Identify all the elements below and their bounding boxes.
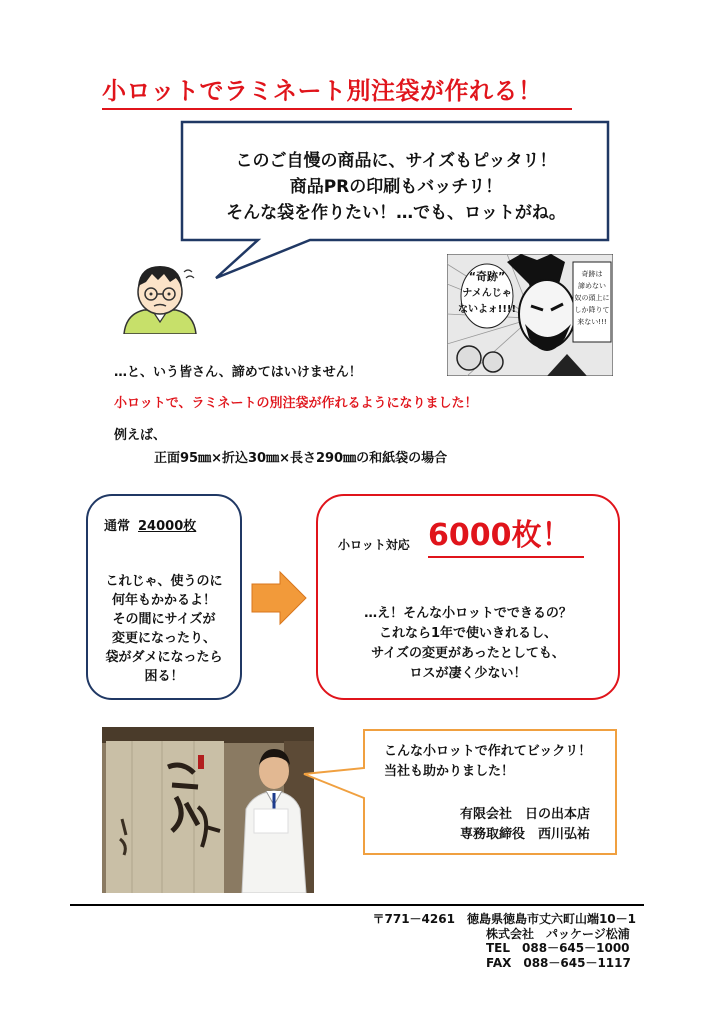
- normal-quantity-text: [90, 572, 238, 686]
- small-lot-label: 小ロット対応: [338, 538, 410, 552]
- manga-panel-image: [447, 254, 613, 376]
- normal-line: 変更になったり、: [111, 631, 216, 646]
- svg-text:奴の頭上に: 奴の頭上に: [574, 294, 610, 302]
- testimonial-line: こんな小ロットで作れてビックリ！: [384, 744, 592, 759]
- worried-person-illustration: [118, 258, 202, 334]
- small-lot-line: ロスが凄く少ない！: [409, 666, 527, 681]
- footer-fax: FAX 088－645－1117: [486, 955, 631, 970]
- testimonial-person: 専務取締役 西川弘祐: [460, 827, 591, 842]
- svg-text:しか降りて: しか降りて: [574, 306, 610, 314]
- testimonial-line: 当社も助かりました！: [384, 764, 515, 779]
- right-arrow-icon: [250, 570, 308, 626]
- intro-line: …と、いう皆さん、諦めてはいけません！: [114, 365, 362, 380]
- bubble-line: 商品PRの印刷もバッチリ！: [289, 177, 503, 197]
- testimonial-company: 有限会社 日の出本店: [460, 807, 591, 822]
- intro-line: 例えば、: [114, 428, 167, 443]
- normal-line: 困る！: [144, 669, 184, 684]
- svg-text:来ない!!!: 来ない!!!: [577, 318, 607, 326]
- page-title: 小ロットでラミネート別注袋が作れる！: [102, 74, 572, 110]
- footer-company: 株式会社 パッケージ松浦: [486, 926, 630, 941]
- bubble-line: このご自慢の商品に、サイズもピッタリ！: [235, 151, 557, 171]
- small-lot-count: 6000枚！: [428, 516, 584, 558]
- footer-divider: [70, 904, 644, 906]
- customer-photo: [102, 727, 314, 893]
- bubble-line: そんな袋を作りたい！…でも、ロットがね。: [226, 203, 566, 223]
- manga-quote-text: “奇跡”: [468, 270, 506, 283]
- testimonial-signature: [460, 805, 590, 845]
- top-bubble-text: [188, 148, 604, 226]
- intro-highlight-line: 小ロットで、ラミネートの別注袋が作れるようになりました！: [114, 396, 478, 411]
- footer-contact-block: [320, 912, 642, 970]
- normal-line: これじゃ、使うのに: [105, 574, 223, 589]
- normal-line: 袋がダメになったら: [105, 650, 223, 665]
- normal-quantity-heading: [104, 515, 196, 534]
- svg-text:諦めない: 諦めない: [578, 282, 606, 290]
- footer-tel: TEL 088－645－1000: [486, 941, 630, 955]
- size-example-line: 正面95㎜×折込30㎜×長さ290㎜の和紙袋の場合: [154, 451, 448, 466]
- small-lot-line: …え！そんな小ロットでできるの？: [364, 606, 572, 621]
- testimonial-text: [384, 742, 591, 782]
- normal-line: その間にサイズが: [112, 612, 216, 627]
- normal-line: 何年もかかるよ！: [111, 593, 216, 608]
- normal-label: 通常: [104, 519, 131, 534]
- small-lot-text: [320, 604, 616, 684]
- svg-text:ないよォ!!!!: ないよォ!!!!: [457, 304, 517, 315]
- footer-address: 〒771－4261 徳島県徳島市丈六町山端10－1: [372, 912, 636, 926]
- small-lot-line: これなら1年で使いきれるし、: [378, 626, 558, 641]
- small-lot-line: サイズの変更があったとしても、: [371, 646, 565, 661]
- svg-text:ナメんじゃ: ナメんじゃ: [462, 288, 512, 299]
- manga-side-text: 奇跡は: [581, 270, 603, 278]
- normal-count: 24000枚: [138, 519, 197, 534]
